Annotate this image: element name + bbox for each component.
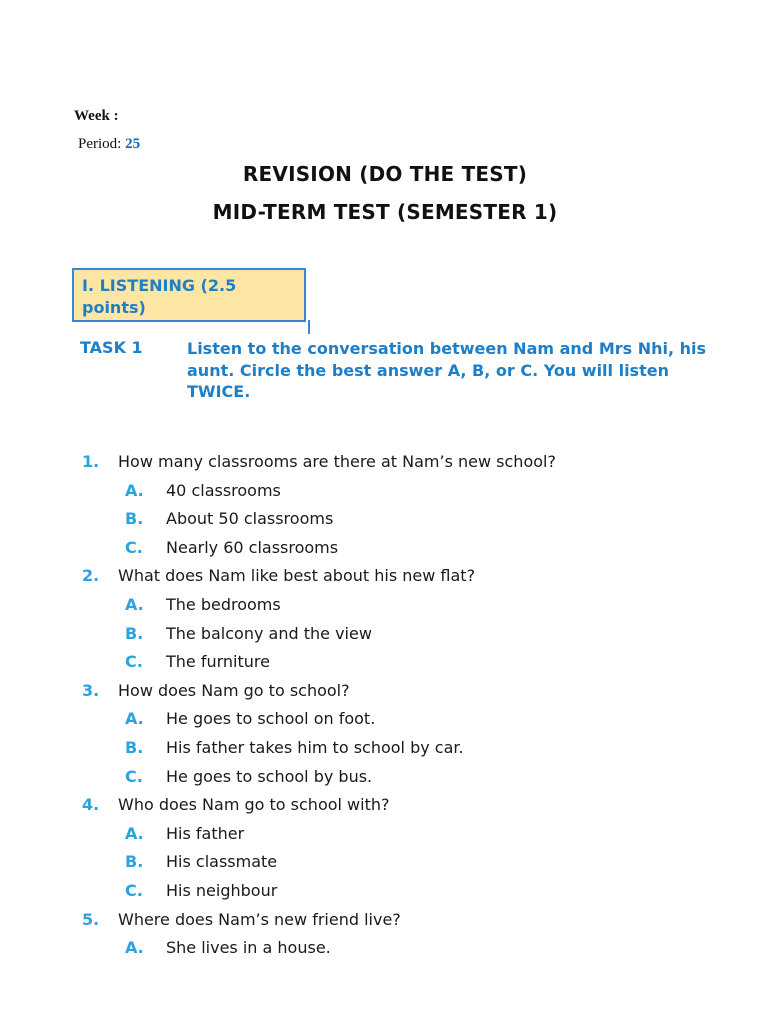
option-letter[interactable]: A. (125, 709, 144, 729)
question-number: 4. (82, 795, 100, 815)
task-instruction: Listen to the conversation between Nam and Mrs Nhi, his aunt. Circle the best answer A, B, or C. You will listen TWICE. (187, 339, 707, 401)
option-letter[interactable]: B. (125, 737, 144, 757)
option-letter[interactable]: A. (125, 480, 144, 500)
option-letter[interactable]: C. (125, 880, 143, 900)
answer-option[interactable] (0, 705, 770, 734)
question-item (0, 562, 770, 591)
option-text: He goes to school by bus. (166, 766, 373, 786)
option-text: His father (166, 823, 245, 843)
question-text: What does Nam like best about his new flat? (118, 566, 476, 586)
section-heading-line1: I. LISTENING (2.5 (82, 276, 237, 295)
option-text: The furniture (166, 652, 270, 672)
section-box-tick (308, 320, 310, 334)
option-letter[interactable]: B. (125, 509, 144, 529)
option-letter[interactable]: A. (125, 594, 144, 614)
option-text: The balcony and the view (166, 623, 372, 643)
answer-option[interactable] (0, 534, 770, 563)
answer-option[interactable] (0, 648, 770, 677)
option-text: 40 classrooms (166, 480, 281, 500)
answer-option[interactable] (0, 763, 770, 792)
question-item (0, 906, 770, 935)
period-label: Period: (78, 136, 122, 152)
option-text: Nearly 60 classrooms (166, 537, 339, 557)
question-text: How many classrooms are there at Nam’s new school? (118, 452, 556, 471)
answer-option[interactable] (0, 734, 770, 763)
question-number: 3. (82, 680, 100, 700)
answer-option[interactable] (0, 877, 770, 906)
answer-option[interactable] (0, 505, 770, 534)
option-text: His father takes him to school by car. (166, 737, 464, 757)
option-letter[interactable]: C. (125, 537, 143, 557)
question-text: How does Nam go to school? (118, 680, 350, 700)
section-heading-line2: points) (82, 298, 146, 317)
question-item (0, 791, 770, 820)
answer-option[interactable] (0, 591, 770, 620)
section-heading-listening (72, 268, 306, 322)
option-letter[interactable]: B. (125, 623, 144, 643)
option-text: His classmate (166, 852, 278, 872)
question-list (0, 448, 770, 963)
option-text: About 50 classrooms (166, 509, 334, 529)
question-text: Who does Nam go to school with? (118, 795, 390, 815)
option-letter[interactable]: B. (125, 852, 144, 872)
page-title: REVISION (DO THE TEST) (242, 162, 528, 186)
answer-option[interactable] (0, 820, 770, 849)
option-text: The bedrooms (166, 594, 281, 614)
option-letter[interactable]: A. (125, 938, 144, 958)
option-letter[interactable]: C. (125, 766, 143, 786)
answer-option[interactable] (0, 848, 770, 877)
option-text: His neighbour (166, 880, 278, 900)
question-number: 1. (82, 452, 100, 471)
option-text: He goes to school on foot. (166, 709, 376, 729)
option-text: She lives in a house. (166, 938, 331, 958)
period-line (78, 136, 140, 153)
task-label: TASK 1 (80, 338, 143, 357)
option-letter[interactable]: C. (125, 652, 143, 672)
question-item (0, 448, 770, 477)
week-label: Week : (74, 108, 119, 124)
answer-option[interactable] (0, 934, 770, 963)
question-item (0, 677, 770, 706)
question-number: 5. (82, 909, 100, 929)
period-number: 25 (125, 136, 141, 152)
question-text: Where does Nam’s new friend live? (118, 909, 401, 929)
question-number: 2. (82, 566, 100, 586)
option-letter[interactable]: A. (125, 823, 144, 843)
answer-option[interactable] (0, 477, 770, 506)
page-subtitle: MID-TERM TEST (SEMESTER 1) (212, 200, 558, 224)
answer-option[interactable] (0, 620, 770, 649)
